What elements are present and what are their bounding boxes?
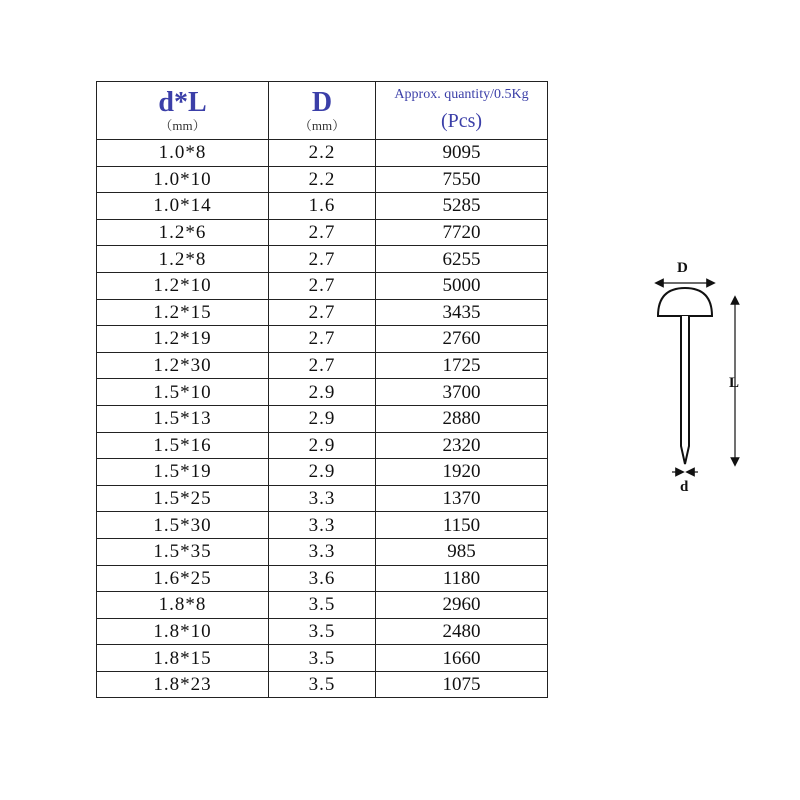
- cell-size: 1.2*15: [97, 299, 269, 326]
- table-row: [97, 299, 548, 326]
- cell-head-diameter: 2.9: [269, 459, 376, 486]
- cell-size: 1.5*25: [97, 485, 269, 512]
- cell-size: 1.2*10: [97, 272, 269, 299]
- table-row: [97, 512, 548, 539]
- cell-head-diameter: 2.7: [269, 219, 376, 246]
- cell-head-diameter: 1.6: [269, 193, 376, 220]
- table-row: [97, 140, 548, 167]
- nail-diagram-svg: [640, 250, 760, 510]
- header-head-diameter: [269, 82, 376, 140]
- cell-head-diameter: 2.9: [269, 405, 376, 432]
- cell-size: 1.5*10: [97, 379, 269, 406]
- nail-head: [658, 288, 712, 316]
- cell-size: 1.0*14: [97, 193, 269, 220]
- header-quantity-label: Approx. quantity/0.5Kg: [394, 87, 529, 102]
- header-size-unit: （mm）: [159, 118, 206, 133]
- cell-head-diameter: 2.2: [269, 140, 376, 167]
- cell-head-diameter: 3.3: [269, 512, 376, 539]
- length-label: L: [729, 375, 740, 391]
- cell-head-diameter: 3.3: [269, 485, 376, 512]
- cell-size: 1.6*25: [97, 565, 269, 592]
- cell-size: 1.5*30: [97, 512, 269, 539]
- cell-quantity: 7550: [376, 166, 548, 193]
- cell-quantity: 2320: [376, 432, 548, 459]
- cell-head-diameter: 3.5: [269, 645, 376, 672]
- cell-head-diameter: 2.2: [269, 166, 376, 193]
- cell-quantity: 2960: [376, 592, 548, 619]
- table-row: [97, 485, 548, 512]
- cell-quantity: 1370: [376, 485, 548, 512]
- cell-size: 1.8*23: [97, 671, 269, 698]
- cell-size: 1.5*19: [97, 459, 269, 486]
- cell-head-diameter: 3.5: [269, 592, 376, 619]
- nail-shank: [681, 316, 689, 464]
- head-diameter-label: D: [677, 260, 688, 276]
- cell-size: 1.8*10: [97, 618, 269, 645]
- cell-quantity: 7720: [376, 219, 548, 246]
- cell-quantity: 1725: [376, 352, 548, 379]
- cell-head-diameter: 2.7: [269, 352, 376, 379]
- cell-head-diameter: 2.7: [269, 299, 376, 326]
- table-row: [97, 193, 548, 220]
- cell-head-diameter: 2.9: [269, 379, 376, 406]
- cell-size: 1.0*8: [97, 140, 269, 167]
- cell-head-diameter: 2.7: [269, 272, 376, 299]
- table-row: [97, 246, 548, 273]
- cell-quantity: 1075: [376, 671, 548, 698]
- cell-quantity: 3435: [376, 299, 548, 326]
- cell-size: 1.2*19: [97, 326, 269, 353]
- header-quantity: [376, 82, 548, 140]
- cell-quantity: 1150: [376, 512, 548, 539]
- table-row: [97, 326, 548, 353]
- cell-quantity: 5000: [376, 272, 548, 299]
- cell-head-diameter: 3.3: [269, 538, 376, 565]
- cell-quantity: 9095: [376, 140, 548, 167]
- table-row: [97, 565, 548, 592]
- cell-head-diameter: 3.6: [269, 565, 376, 592]
- table-row: [97, 379, 548, 406]
- cell-head-diameter: 3.5: [269, 671, 376, 698]
- cell-head-diameter: 2.7: [269, 246, 376, 273]
- cell-head-diameter: 2.7: [269, 326, 376, 353]
- nail-diagram: [640, 250, 760, 510]
- cell-quantity: 1660: [376, 645, 548, 672]
- table-row: [97, 671, 548, 698]
- cell-quantity: 5285: [376, 193, 548, 220]
- cell-quantity: 1920: [376, 459, 548, 486]
- cell-size: 1.0*10: [97, 166, 269, 193]
- nail-spec-table: [96, 81, 548, 698]
- table-row: [97, 538, 548, 565]
- cell-size: 1.8*8: [97, 592, 269, 619]
- header-size: [97, 82, 269, 140]
- header-head-diameter-unit: （mm）: [298, 118, 346, 133]
- cell-size: 1.8*15: [97, 645, 269, 672]
- table-row: [97, 645, 548, 672]
- cell-quantity: 6255: [376, 246, 548, 273]
- cell-quantity: 985: [376, 538, 548, 565]
- header-head-diameter-label: D: [311, 87, 333, 118]
- cell-size: 1.5*13: [97, 405, 269, 432]
- cell-size: 1.5*35: [97, 538, 269, 565]
- table-row: [97, 432, 548, 459]
- cell-head-diameter: 2.9: [269, 432, 376, 459]
- table-row: [97, 618, 548, 645]
- cell-size: 1.2*8: [97, 246, 269, 273]
- cell-size: 1.2*30: [97, 352, 269, 379]
- table-row: [97, 459, 548, 486]
- cell-quantity: 2880: [376, 405, 548, 432]
- cell-quantity: 1180: [376, 565, 548, 592]
- shank-diameter-label: d: [680, 479, 689, 495]
- cell-quantity: 2760: [376, 326, 548, 353]
- cell-quantity: 3700: [376, 379, 548, 406]
- table-row: [97, 166, 548, 193]
- cell-head-diameter: 3.5: [269, 618, 376, 645]
- table-row: [97, 592, 548, 619]
- table-row: [97, 352, 548, 379]
- table-header-row: [97, 82, 548, 140]
- table-row: [97, 272, 548, 299]
- cell-quantity: 2480: [376, 618, 548, 645]
- table-row: [97, 219, 548, 246]
- header-size-label: d*L: [158, 87, 207, 118]
- table-row: [97, 405, 548, 432]
- cell-size: 1.5*16: [97, 432, 269, 459]
- header-quantity-unit: (Pcs): [440, 110, 483, 132]
- cell-size: 1.2*6: [97, 219, 269, 246]
